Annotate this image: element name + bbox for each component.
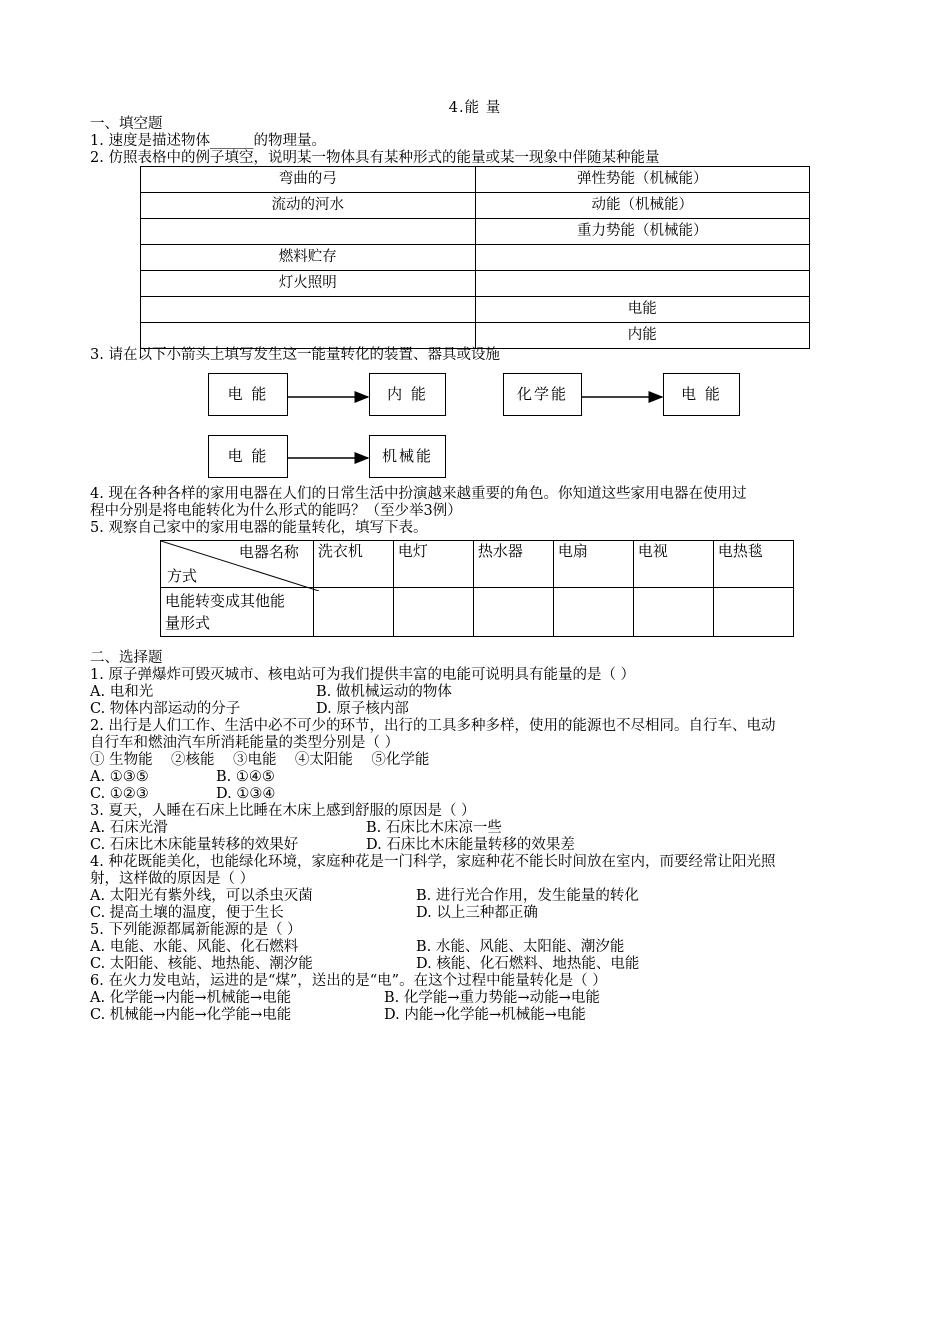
table-cell: 电能 xyxy=(475,297,810,323)
s2-q5-option-a: A. 电能、水能、风能、化石燃料 xyxy=(90,939,299,955)
section2-heading: 二、选择题 xyxy=(90,650,163,666)
table-cell: 弹性势能（机械能） xyxy=(475,167,810,193)
column-header: 电扇 xyxy=(553,541,633,588)
diag-label-top: 电器名称 xyxy=(238,543,299,561)
s1-question-1: 1. 速度是描述物体______的物理量。 xyxy=(90,133,326,149)
s2-q5-option-d: D. 核能、化石燃料、地热能、电能 xyxy=(416,956,640,972)
table-cell: 灯火照明 xyxy=(141,271,476,297)
s2-question-1: 1. 原子弹爆炸可毁灭城市、核电站可为我们提供丰富的电能可说明具有能量的是（ ） xyxy=(90,667,636,683)
s2-q2-option-d: D. ①③④ xyxy=(216,786,276,802)
table-cell: 内能 xyxy=(475,323,810,349)
s2-question-4-line2: 射，这样做的原因是（ ） xyxy=(90,871,255,887)
diag-label-bottom: 方式 xyxy=(167,567,198,585)
flow-box-electric-b: 电 能 xyxy=(663,373,740,416)
appliance-table xyxy=(160,540,794,637)
s2-question-4-line1: 4. 种花既能美化，也能绿化环境，家庭种花是一门科学，家庭种花不能长时间放在室内，而要经常让阳光照 xyxy=(90,854,776,870)
row-label xyxy=(161,588,314,637)
s2-q3-option-d: D. 石床比木床能量转移的效果差 xyxy=(366,837,575,853)
s2-question-3: 3. 夏天，人睡在石床上比睡在木床上感到舒服的原因是（ ） xyxy=(90,803,476,819)
s2-q6-option-a: A. 化学能→内能→机械能→电能 xyxy=(90,990,292,1006)
column-header: 热水器 xyxy=(473,541,553,588)
column-header: 电视 xyxy=(633,541,713,588)
s2-q6-option-b: B. 化学能→重力势能→动能→电能 xyxy=(384,990,600,1006)
answer-cell xyxy=(553,588,633,637)
answer-cell xyxy=(713,588,793,637)
s1-question-5: 5. 观察自己家中的家用电器的能量转化，填写下表。 xyxy=(90,520,428,536)
s1-question-4-line2: 程中分别是将电能转化为什么形式的能吗？（至少举3例） xyxy=(90,503,462,519)
table-cell: 燃料贮存 xyxy=(141,245,476,271)
answer-cell xyxy=(313,588,393,637)
table-cell: 动能（机械能） xyxy=(475,193,810,219)
flow-box-chemical: 化学能 xyxy=(503,373,582,416)
flow-box-electric-a: 电 能 xyxy=(208,373,288,416)
s2-q2-option-b: B. ①④⑤ xyxy=(216,769,275,785)
s2-q1-option-c: C. 物体内部运动的分子 xyxy=(90,701,241,717)
answer-cell xyxy=(633,588,713,637)
column-header: 电灯 xyxy=(393,541,473,588)
s2-question-2-line1: 2. 出行是人们工作、生活中必不可少的环节，出行的工具多种多样，使用的能源也不尽相同。自行车、电动 xyxy=(90,718,776,734)
page-title: 4.能 量 xyxy=(448,100,502,116)
s2-q4-option-d: D. 以上三种都正确 xyxy=(416,905,538,921)
flow-box-mechanical: 机械能 xyxy=(369,435,446,478)
s2-q2-option-a: A. ①③⑤ xyxy=(90,769,149,785)
flow-box-internal: 内 能 xyxy=(369,373,446,416)
s2-q2-option-c: C. ①②③ xyxy=(90,786,149,802)
s2-q6-option-d: D. 内能→化学能→机械能→电能 xyxy=(384,1007,586,1023)
table-cell: 重力势能（机械能） xyxy=(475,219,810,245)
s2-q4-option-b: B. 进行光合作用，发生能量的转化 xyxy=(416,888,639,904)
table-header-row xyxy=(161,541,794,588)
diagonal-header-cell xyxy=(161,541,314,588)
table-row xyxy=(161,588,794,637)
s2-q3-option-a: A. 石床光滑 xyxy=(90,820,168,836)
s2-q1-option-b: B. 做机械运动的物体 xyxy=(316,684,452,700)
s2-question-6: 6. 在火力发电站，运进的是“煤”，送出的是“电”。在这个过程中能量转化是（ ） xyxy=(90,973,607,989)
row-label-line2: 量形式 xyxy=(165,614,211,632)
flow-arrows xyxy=(0,0,950,500)
s2-q6-option-c: C. 机械能→内能→化学能→电能 xyxy=(90,1007,292,1023)
answer-cell xyxy=(473,588,553,637)
section1-heading: 一、填空题 xyxy=(90,116,163,132)
row-label-line1: 电能转变成其他能 xyxy=(165,592,286,610)
s2-q3-option-b: B. 石床比木床凉一些 xyxy=(366,820,502,836)
s1-question-3: 3. 请在以下小箭头上填写发生这一能量转化的装置、器具或设施 xyxy=(90,347,500,363)
s2-q1-option-a: A. 电和光 xyxy=(90,684,154,700)
s2-q5-option-c: C. 太阳能、核能、地热能、潮汐能 xyxy=(90,956,313,972)
s2-question-5: 5. 下列能源都属新能源的是（ ） xyxy=(90,922,302,938)
answer-cell xyxy=(393,588,473,637)
column-header: 洗衣机 xyxy=(313,541,393,588)
table-cell: 流动的河水 xyxy=(141,193,476,219)
s2-q1-option-d: D. 原子核内部 xyxy=(316,701,409,717)
s2-q4-option-c: C. 提高土壤的温度，便于生长 xyxy=(90,905,284,921)
table-cell: 弯曲的弓 xyxy=(141,167,476,193)
s2-question-2-items: ① 生物能 ②核能 ③电能 ④太阳能 ⑤化学能 xyxy=(90,752,430,768)
column-header: 电热毯 xyxy=(713,541,793,588)
s2-q5-option-b: B. 水能、风能、太阳能、潮汐能 xyxy=(416,939,625,955)
flow-box-electric-c: 电 能 xyxy=(208,435,288,478)
s1-question-2: 2. 仿照表格中的例子填空，说明某一物体具有某种形式的能量或某一现象中伴随某种能量 xyxy=(90,150,660,166)
s2-question-2-line2: 自行车和燃油汽车所消耗能量的类型分别是（ ） xyxy=(90,735,400,751)
s2-q4-option-a: A. 太阳光有紫外线，可以杀虫灭菌 xyxy=(90,888,313,904)
s1-question-4-line1: 4. 现在各种各样的家用电器在人们的日常生活中扮演越来越重要的角色。你知道这些家用电器在使用过 xyxy=(90,486,747,502)
s2-q3-option-c: C. 石床比木床能量转移的效果好 xyxy=(90,837,299,853)
